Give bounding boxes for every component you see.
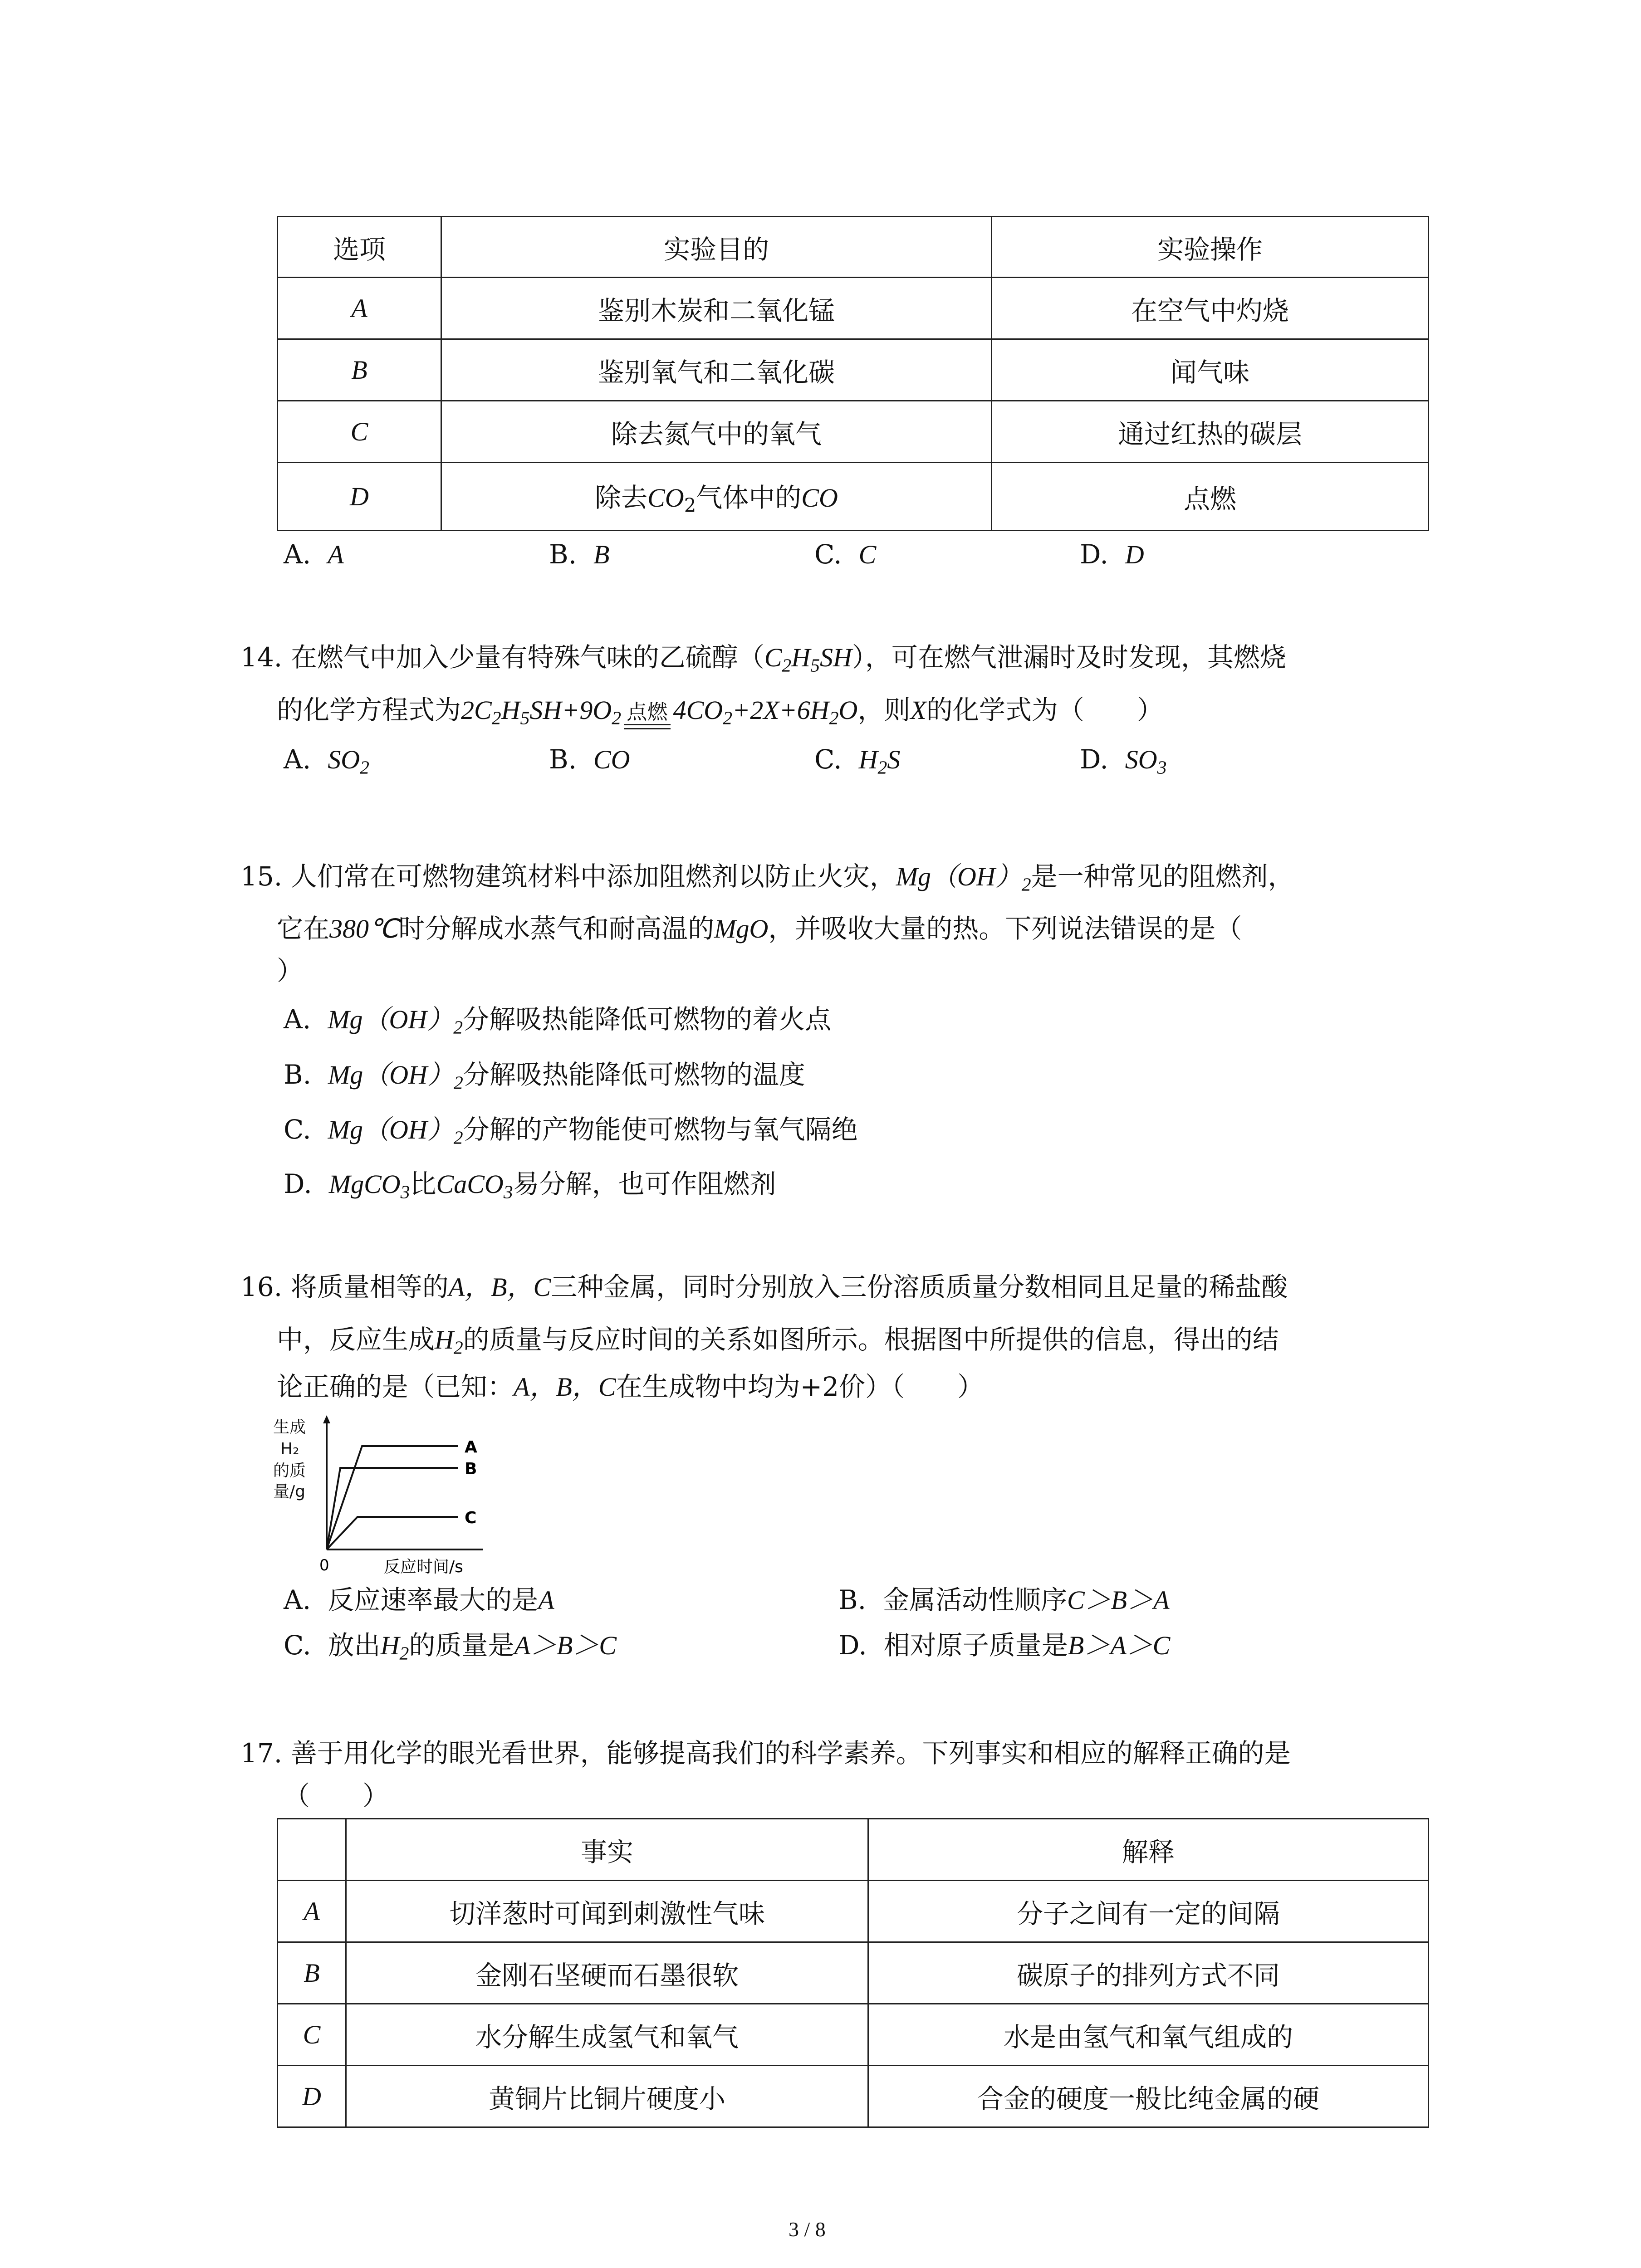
text: 论正确的是（已知： bbox=[277, 1371, 514, 1402]
formula: SO bbox=[1125, 745, 1157, 774]
option-label: A. bbox=[284, 539, 311, 570]
q15-option-c[interactable] bbox=[284, 1108, 858, 1149]
q13-row-operation: 在空气中灼烧 bbox=[992, 278, 1429, 339]
q13-row-operation: 通过红热的碳层 bbox=[992, 401, 1429, 463]
curve-a bbox=[327, 1446, 458, 1549]
formula: S bbox=[887, 745, 901, 774]
q16-line3 bbox=[277, 1365, 984, 1403]
option-label: A. bbox=[284, 744, 311, 775]
option-value: A bbox=[328, 540, 344, 569]
q17-row-opt: C bbox=[278, 2004, 346, 2066]
q13-header-purpose: 实验目的 bbox=[441, 217, 992, 278]
q17-row-fact: 黄铜片比铜片硬度小 bbox=[346, 2066, 868, 2127]
formula: $Mg(OH)_2$ bbox=[328, 1115, 463, 1149]
option-formula: C＞B＞A bbox=[1067, 1585, 1170, 1615]
text: 时分解成水蒸气和耐高温的 bbox=[398, 913, 715, 944]
option-text: 易分解，也可作阻燃剂 bbox=[513, 1168, 776, 1199]
q16-line1 bbox=[240, 1266, 1288, 1304]
option-value: C bbox=[858, 540, 877, 569]
text: 在燃气中加入少量有特殊气味的乙硫醇（ bbox=[290, 642, 764, 673]
q14-option-c[interactable] bbox=[814, 744, 900, 779]
option-label: C. bbox=[284, 1630, 311, 1661]
q15-line1 bbox=[240, 855, 1294, 896]
variables: A，B，C bbox=[448, 1272, 551, 1302]
option-text: 金属活动性顺序 bbox=[882, 1584, 1067, 1615]
series-label-b: B bbox=[465, 1460, 477, 1478]
equation: $4CO_2+2X+6H_2O$ bbox=[673, 695, 858, 729]
formula: $C_2H_5SH$ bbox=[764, 643, 852, 676]
q16-line2 bbox=[277, 1318, 1279, 1359]
option-value: D bbox=[1125, 540, 1144, 569]
equation: $2C_2H_5SH+9O_2$ bbox=[461, 695, 622, 729]
q17-row-explanation: 碳原子的排列方式不同 bbox=[868, 1942, 1429, 2004]
q16-reaction-graph bbox=[272, 1415, 508, 1588]
curve-b bbox=[327, 1468, 458, 1549]
option-label: D. bbox=[838, 1630, 867, 1661]
option-text: 分解吸热能降低可燃物的温度 bbox=[463, 1059, 805, 1090]
q17-header-explanation: 解释 bbox=[868, 1819, 1429, 1881]
q16-option-c[interactable] bbox=[284, 1624, 617, 1665]
option-text: 放出 bbox=[328, 1630, 381, 1661]
text: ），可在燃气泄漏时及时发现，其燃烧 bbox=[852, 642, 1286, 673]
formula: MgO bbox=[714, 914, 769, 943]
option-formula: A＞B＞C bbox=[514, 1631, 617, 1660]
q17-line2 bbox=[284, 1774, 389, 1813]
series-label-a: A bbox=[465, 1438, 477, 1457]
option-label: C. bbox=[284, 1114, 311, 1145]
q17-header-fact: 事实 bbox=[346, 1819, 868, 1881]
text: 人们常在可燃物建筑材料中添加阻燃剂以防止火灾， bbox=[290, 861, 896, 892]
formula: $Mg(OH)_2$ bbox=[896, 862, 1031, 895]
q15-option-a[interactable] bbox=[284, 998, 831, 1039]
formula: MgCO$_3$ bbox=[328, 1169, 410, 1203]
q13-row-opt: B bbox=[278, 339, 441, 401]
subscript: 2 bbox=[877, 757, 887, 778]
option-label: A. bbox=[284, 1584, 311, 1615]
q14-option-b[interactable] bbox=[549, 744, 630, 775]
subscript: 2 bbox=[360, 757, 369, 778]
x-axis-label: 反应时间/s bbox=[384, 1558, 463, 1576]
q17-row-opt: D bbox=[278, 2066, 346, 2127]
text: 善于用化学的眼光看世界，能够提高我们的科学素养。下列事实和相应的解释正确的是 bbox=[290, 1738, 1291, 1769]
q13-row-opt: C bbox=[278, 401, 441, 463]
subscript: 2 bbox=[684, 494, 696, 517]
q17-header-option bbox=[278, 1819, 346, 1881]
q13-row-opt: A bbox=[278, 278, 441, 339]
option-text: 的质量是 bbox=[409, 1630, 514, 1661]
formula: CO bbox=[647, 483, 684, 513]
q17-row-opt: A bbox=[278, 1881, 346, 1942]
option-label: A. bbox=[284, 1004, 311, 1035]
text: 的质量与反应时间的关系如图所示。根据图中所提供的信息，得出的结 bbox=[463, 1324, 1279, 1355]
variables: A，B，C bbox=[514, 1372, 616, 1402]
q13-option-d[interactable] bbox=[1080, 539, 1144, 570]
text: （ ） bbox=[284, 1780, 389, 1811]
reaction-condition: 点燃 bbox=[627, 695, 667, 725]
q14-line1 bbox=[240, 636, 1286, 677]
q15-option-b[interactable] bbox=[284, 1053, 805, 1094]
text: 气体中的 bbox=[696, 482, 802, 513]
q16-option-a[interactable] bbox=[284, 1579, 554, 1617]
q17-row-explanation: 分子之间有一定的间隔 bbox=[868, 1881, 1429, 1942]
y-axis-label bbox=[273, 1418, 306, 1501]
option-text: 分解的产物能使可燃物与氧气隔绝 bbox=[463, 1114, 858, 1145]
option-label: B. bbox=[549, 539, 577, 570]
option-label: C. bbox=[814, 744, 842, 775]
q15-option-d[interactable] bbox=[284, 1163, 776, 1203]
formula: $H_2$ bbox=[435, 1325, 463, 1359]
y-label-line: 生成 bbox=[273, 1418, 306, 1437]
formula: SO bbox=[328, 745, 360, 774]
q14-line2 bbox=[277, 689, 1163, 729]
formula: $H_2$ bbox=[380, 1631, 409, 1664]
q17-line1 bbox=[240, 1732, 1291, 1770]
q16-option-b[interactable] bbox=[838, 1579, 1170, 1617]
q17-row-fact: 切洋葱时可闻到刺激性气味 bbox=[346, 1881, 868, 1942]
question-number: 14. bbox=[240, 642, 283, 673]
variable: X bbox=[910, 695, 926, 725]
y-axis-arrow bbox=[323, 1415, 330, 1423]
q13-option-c[interactable] bbox=[814, 539, 876, 570]
text: ，则 bbox=[857, 694, 911, 725]
option-text: 相对原子质量是 bbox=[883, 1630, 1068, 1661]
formula: $Mg(OH)_2$ bbox=[328, 1060, 463, 1094]
origin-label: 0 bbox=[319, 1556, 329, 1574]
q16-option-d[interactable] bbox=[838, 1624, 1170, 1662]
text: 在生成物中均为+2价）（ ） bbox=[616, 1371, 984, 1402]
formula: CO bbox=[593, 745, 630, 774]
q13-row-purpose: 鉴别木炭和二氧化锰 bbox=[441, 278, 992, 339]
text: 是一种常见的阻燃剂， bbox=[1031, 861, 1294, 892]
formula: H bbox=[858, 745, 878, 774]
option-text: 分解吸热能降低可燃物的着火点 bbox=[463, 1004, 832, 1035]
option-text: 反应速率最大的是 bbox=[328, 1584, 539, 1615]
page-number: 3 / 8 bbox=[789, 2218, 826, 2241]
q13-row-operation: 点燃 bbox=[992, 463, 1429, 531]
option-text: 比 bbox=[410, 1168, 436, 1199]
q13-row-purpose bbox=[441, 463, 992, 531]
text: 的化学式为（ ） bbox=[926, 694, 1163, 725]
q15-line3 bbox=[277, 949, 303, 987]
formula: CO bbox=[801, 483, 838, 513]
option-label: B. bbox=[838, 1584, 867, 1615]
q17-row-explanation: 合金的硬度一般比纯金属的硬 bbox=[868, 2066, 1429, 2127]
text: 的化学方程式为 bbox=[277, 694, 461, 725]
option-label: D. bbox=[284, 1168, 312, 1199]
curve-c bbox=[327, 1517, 458, 1549]
option-label: D. bbox=[1080, 539, 1108, 570]
y-label-line: 量/g bbox=[273, 1482, 305, 1501]
series-label-c: C bbox=[465, 1509, 477, 1527]
text: ） bbox=[277, 955, 304, 986]
text: 它在 bbox=[277, 913, 330, 944]
q14-option-a[interactable] bbox=[284, 744, 369, 779]
question-number: 16. bbox=[240, 1271, 283, 1302]
q13-header-operation: 实验操作 bbox=[992, 217, 1429, 278]
q13-row-operation: 闻气味 bbox=[992, 339, 1429, 401]
q17-row-fact: 水分解生成氢气和氧气 bbox=[346, 2004, 868, 2066]
q13-row-opt: D bbox=[278, 463, 441, 531]
q17-table bbox=[277, 1818, 1429, 2128]
option-formula: B＞A＞C bbox=[1068, 1631, 1171, 1660]
option-label: C. bbox=[814, 539, 842, 570]
question-number: 17. bbox=[240, 1738, 283, 1769]
q17-row-opt: B bbox=[278, 1942, 346, 2004]
text: 将质量相等的 bbox=[290, 1271, 449, 1302]
q13-table bbox=[277, 216, 1429, 531]
text: ，并吸收大量的热。下列说法错误的是（ bbox=[768, 913, 1242, 944]
formula: CaCO$_3$ bbox=[436, 1169, 513, 1203]
option-formula: A bbox=[538, 1585, 554, 1615]
text: 除去 bbox=[595, 482, 648, 513]
q13-option-a[interactable] bbox=[284, 539, 344, 570]
text: 中，反应生成 bbox=[277, 1324, 435, 1355]
option-label: B. bbox=[284, 1059, 312, 1090]
q13-header-option: 选项 bbox=[278, 217, 441, 278]
q13-row-purpose: 除去氮气中的氧气 bbox=[441, 401, 992, 463]
q14-option-d[interactable] bbox=[1080, 744, 1167, 779]
y-label-line: H₂ bbox=[280, 1440, 299, 1458]
q17-row-fact: 金刚石坚硬而石墨很软 bbox=[346, 1942, 868, 2004]
temperature: 380℃ bbox=[329, 914, 399, 943]
subscript: 3 bbox=[1157, 757, 1167, 778]
option-value: B bbox=[593, 540, 610, 569]
text: 三种金属，同时分别放入三份溶质质量分数相同且足量的稀盐酸 bbox=[551, 1271, 1288, 1302]
q13-option-b[interactable] bbox=[549, 539, 609, 570]
q13-row-purpose: 鉴别氧气和二氧化碳 bbox=[441, 339, 992, 401]
option-label: B. bbox=[549, 744, 577, 775]
q17-row-explanation: 水是由氢气和氧气组成的 bbox=[868, 2004, 1429, 2066]
q15-line2 bbox=[277, 907, 1242, 945]
y-label-line: 的质 bbox=[273, 1461, 306, 1480]
option-label: D. bbox=[1080, 744, 1108, 775]
formula: $Mg(OH)_2$ bbox=[328, 1005, 463, 1038]
question-number: 15. bbox=[240, 861, 283, 892]
